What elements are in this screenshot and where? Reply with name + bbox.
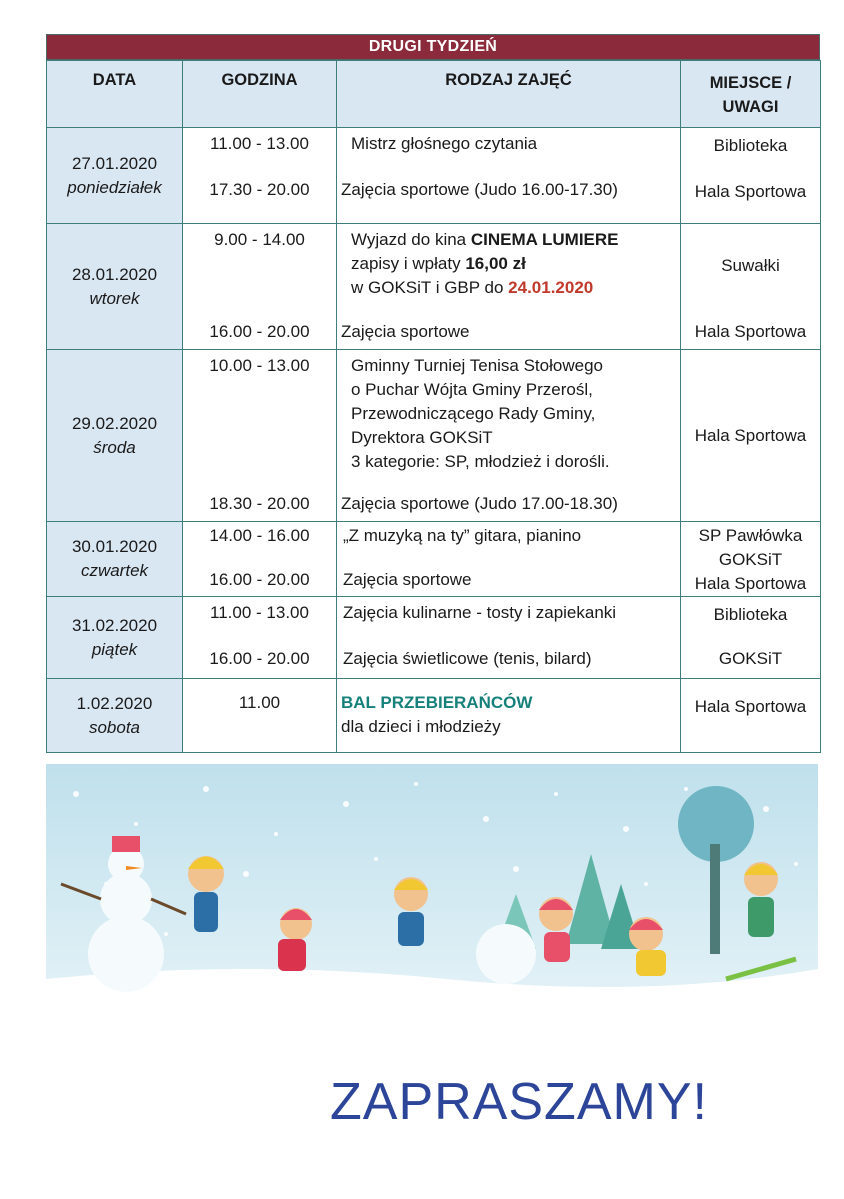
activity-1: BAL PRZEBIERAŃCÓW <box>341 693 533 712</box>
activity-2: Zajęcia sportowe (Judo 17.00-18.30) <box>341 494 618 513</box>
activity-1-line2: o Puchar Wójta Gminy Przerośl, <box>351 380 593 399</box>
hour-cell <box>183 128 337 224</box>
place-cell <box>681 522 821 597</box>
place-1: Suwałki <box>721 256 780 275</box>
header-place <box>681 61 821 128</box>
header-row <box>47 61 821 128</box>
activity-1-line5: 3 kategorie: SP, młodzież i dorośli. <box>351 452 610 471</box>
place-mid: GOKSiT <box>718 550 783 569</box>
place-cell <box>681 597 821 679</box>
place-1: Hala Sportowa <box>694 425 807 445</box>
activity-1: Zajęcia kulinarne - tosty i zapiekanki <box>343 603 617 622</box>
date-cell <box>47 597 183 679</box>
activity-2: Zajęcia świetlicowe (tenis, bilard) <box>343 649 592 668</box>
date-value: 28.01.2020 <box>71 264 158 284</box>
activity-2: Zajęcia sportowe <box>343 570 472 589</box>
hour-1: 14.00 - 16.00 <box>209 526 310 545</box>
schedule-table <box>46 60 821 753</box>
place-2: GOKSiT <box>718 649 783 668</box>
hour-cell <box>183 597 337 679</box>
weekday: czwartek <box>80 561 149 580</box>
hour-cell <box>183 350 337 522</box>
activity-cell <box>337 350 681 522</box>
activity-1-line4: Dyrektora GOKSiT <box>351 428 493 447</box>
header-place-line1: MIEJSCE / <box>709 74 792 92</box>
activity-1-line3: w GOKSiT i GBP do 24.01.2020 <box>351 278 594 297</box>
hour-1: 11.00 - 13.00 <box>210 603 309 622</box>
activity-1: Wyjazd do kina CINEMA LUMIERE <box>351 230 619 249</box>
weekday: piątek <box>91 639 138 659</box>
activity-cell <box>337 679 681 753</box>
hour-cell <box>183 224 337 350</box>
date-value: 27.01.2020 <box>71 153 158 173</box>
date-value: 31.02.2020 <box>71 615 158 635</box>
hour-1: 9.00 - 14.00 <box>214 230 305 249</box>
header-hour: GODZINA <box>183 61 337 128</box>
activity-1-line2: zapisy i wpłaty 16,00 zł <box>351 254 526 273</box>
header-activity: RODZAJ ZAJĘĆ <box>337 61 681 128</box>
place-2: Hala Sportowa <box>694 574 807 593</box>
place-cell <box>681 224 821 350</box>
day-row <box>47 679 821 753</box>
date-value: 1.02.2020 <box>76 693 153 713</box>
hour-cell <box>183 522 337 597</box>
hour-cell <box>183 679 337 753</box>
activity-1-line2: dla dzieci i młodzieży <box>341 717 501 736</box>
activity-2: Zajęcia sportowe <box>341 322 470 341</box>
weekday: wtorek <box>89 288 140 308</box>
hour-2: 16.00 - 20.00 <box>209 322 310 341</box>
winter-scene-graphic <box>46 764 818 1009</box>
weekday: środa <box>93 437 136 457</box>
activity-1: „Z muzyką na ty” gitara, pianino <box>343 526 582 545</box>
date-cell <box>47 128 183 224</box>
activity-cell <box>337 128 681 224</box>
hour-2: 16.00 - 20.00 <box>209 649 310 668</box>
activity-2: Zajęcia sportowe (Judo 16.00-17.30) <box>341 180 618 199</box>
place-1: SP Pawłówka <box>698 526 803 545</box>
hour-1: 11.00 <box>238 693 281 712</box>
activity-1-line1: Gminny Turniej Tenisa Stołowego <box>351 356 603 375</box>
header-place-line2: UWAGI <box>722 98 779 116</box>
day-row <box>47 128 821 224</box>
winter-illustration <box>46 764 818 1009</box>
hour-1: 11.00 - 13.00 <box>210 134 309 153</box>
week-banner: DRUGI TYDZIEŃ <box>46 34 820 60</box>
day-row <box>47 597 821 679</box>
activity-cell <box>337 597 681 679</box>
hour-2: 18.30 - 20.00 <box>209 494 310 513</box>
place-2: Hala Sportowa <box>694 322 807 341</box>
date-cell <box>47 224 183 350</box>
weekday: poniedziałek <box>67 177 162 197</box>
place-cell <box>681 350 821 522</box>
activity-1-line3: Przewodniczącego Rady Gminy, <box>351 404 596 423</box>
schedule-sheet <box>46 34 820 753</box>
date-value: 29.02.2020 <box>71 413 158 433</box>
day-row <box>47 522 821 597</box>
place-1: Biblioteka <box>713 605 788 624</box>
place-cell <box>681 128 821 224</box>
activity-1: Mistrz głośnego czytania <box>351 134 538 153</box>
activity-cell <box>337 522 681 597</box>
day-row <box>47 350 821 522</box>
date-cell <box>47 522 183 597</box>
place-1: Biblioteka <box>713 136 788 155</box>
hour-2: 17.30 - 20.00 <box>209 180 310 199</box>
date-cell <box>47 350 183 522</box>
date-cell <box>47 679 183 753</box>
day-row <box>47 224 821 350</box>
place-2: Hala Sportowa <box>694 182 807 201</box>
date-value: 30.01.2020 <box>71 537 158 556</box>
header-date: DATA <box>47 61 183 128</box>
activity-cell <box>337 224 681 350</box>
hour-2: 16.00 - 20.00 <box>209 570 310 589</box>
place-cell <box>681 679 821 753</box>
footer-invitation: ZAPRASZAMY! <box>330 1073 708 1131</box>
place-1: Hala Sportowa <box>694 697 807 716</box>
hour-1: 10.00 - 13.00 <box>209 356 310 375</box>
weekday: sobota <box>88 717 141 737</box>
